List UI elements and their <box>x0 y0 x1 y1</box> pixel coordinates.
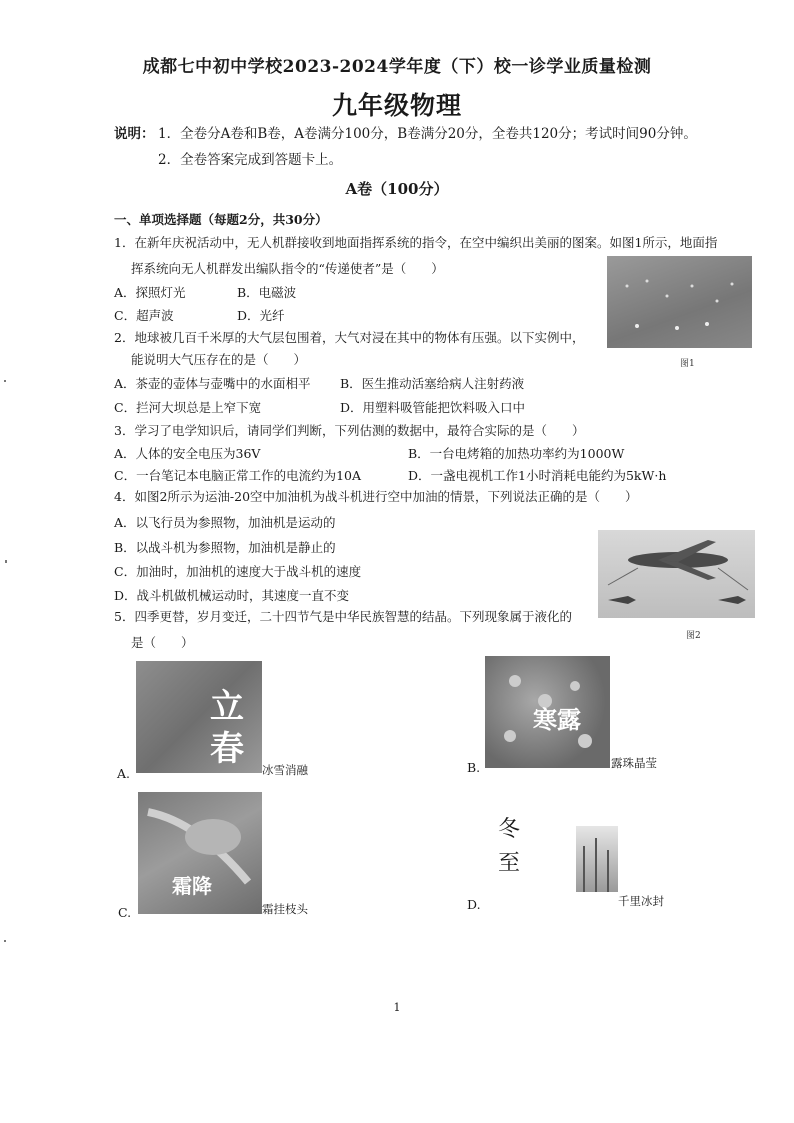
q1-option-c: C．超声波 <box>114 308 174 323</box>
notes-label: 说明： <box>114 126 155 142</box>
q5-option-d-caption: 千里冰封 <box>618 894 664 908</box>
figure-2-label: 图2 <box>686 631 701 641</box>
subject-title: 九年级物理 <box>331 91 462 120</box>
page-number: 1 <box>393 1001 401 1014</box>
notes-line-1: 1．全卷分A卷和B卷，A卷满分100分，B卷满分20分，全卷共120分；考试时间90分钟。 <box>158 126 697 142</box>
q5-option-d-letter: D. <box>467 897 481 912</box>
q4-line-1: 4．如图2所示为运油-20空中加油机为战斗机进行空中加油的情景，下列说法正确的是（ ） <box>114 489 638 504</box>
q3-line-1: 3．学习了电学知识后，请同学们判断，下列估测的数据中，最符合实际的是（ ） <box>114 423 585 438</box>
q4-option-d: D．战斗机做机械运动时，其速度一直不变 <box>114 588 350 603</box>
q3-option-c: C．一台笔记本电脑正常工作的电流约为10A <box>114 468 361 483</box>
scan-speck <box>4 380 6 382</box>
q5-option-a-overlay-2: 春 <box>210 729 244 769</box>
figure-2-refueling-image <box>598 530 755 618</box>
q4-option-b: B．以战斗机为参照物，加油机是静止的 <box>114 540 336 555</box>
notes-line-2: 2．全卷答案完成到答题卡上。 <box>158 152 343 168</box>
q3-option-b: B．一台电烤箱的加热功率约为1000W <box>408 446 625 461</box>
q1-option-a: A．探照灯光 <box>114 285 186 300</box>
scan-speck <box>5 560 7 563</box>
q2-option-d: D．用塑料吸管能把饮料吸入口中 <box>340 400 526 415</box>
school-title: 成都七中初中学校2023-2024学年度（下）校一诊学业质量检测 <box>142 57 652 77</box>
q3-option-d: D．一盏电视机工作1小时消耗电能约为5kW·h <box>408 468 667 483</box>
q1-line-2: 挥系统向无人机群发出编队指令的“传递使者”是（ ） <box>131 261 444 276</box>
q4-option-c: C．加油时，加油机的速度大于战斗机的速度 <box>114 564 362 579</box>
q5-option-b-caption: 露珠晶莹 <box>611 756 657 770</box>
q2-line-2: 能说明大气压存在的是（ ） <box>131 352 307 367</box>
q5-option-c-caption: 霜挂枝头 <box>262 902 308 916</box>
q5-option-d-image <box>576 826 618 892</box>
section-a-title: A卷（100分） <box>345 180 449 198</box>
figure-1-drone-image <box>607 256 752 348</box>
q5-option-b-letter: B. <box>467 760 481 775</box>
q5-option-a-letter: A. <box>117 766 131 781</box>
q5-option-a-caption: 冰雪消融 <box>262 763 308 777</box>
q5-option-c-letter: C. <box>118 905 132 920</box>
q4-option-a: A．以飞行员为参照物，加油机是运动的 <box>114 515 336 530</box>
scan-speck <box>4 940 6 942</box>
q3-option-a: A．人体的安全电压为36V <box>114 446 261 461</box>
q1-option-d: D．光纤 <box>237 308 285 323</box>
q5-line-2: 是（ ） <box>131 635 194 650</box>
q2-option-a: A．茶壶的壶体与壶嘴中的水面相平 <box>114 376 311 391</box>
q5-option-c-overlay: 霜降 <box>172 874 212 898</box>
q5-option-b-overlay: 寒露 <box>533 705 581 734</box>
part1-title: 一、单项选择题（每题2分，共30分） <box>114 212 328 227</box>
q5-line-1: 5．四季更替，岁月变迁，二十四节气是中华民族智慧的结晶。下列现象属于液化的 <box>114 609 572 624</box>
q5-option-a-image <box>136 661 262 773</box>
q1-line-1: 1．在新年庆祝活动中，无人机群接收到地面指挥系统的指令，在空中编织出美丽的图案。如图1所示，地面指 <box>114 235 718 250</box>
q5-option-c-image <box>138 792 262 914</box>
q5-option-a-overlay-1: 立 <box>210 687 244 727</box>
q2-option-b: B．医生推动活塞给病人注射药液 <box>340 376 525 391</box>
q5-option-b-image <box>485 656 610 768</box>
figure-1-label: 图1 <box>680 359 695 369</box>
q2-line-1: 2．地球被几百千米厚的大气层包围着，大气对浸在其中的物体有压强。以下实例中， <box>114 330 585 345</box>
q5-option-d-overlay-2: 至 <box>498 851 521 876</box>
q5-option-d-overlay-1: 冬 <box>498 817 521 842</box>
q2-option-c: C．拦河大坝总是上窄下宽 <box>114 400 262 415</box>
q1-option-b: B．电磁波 <box>237 285 297 300</box>
